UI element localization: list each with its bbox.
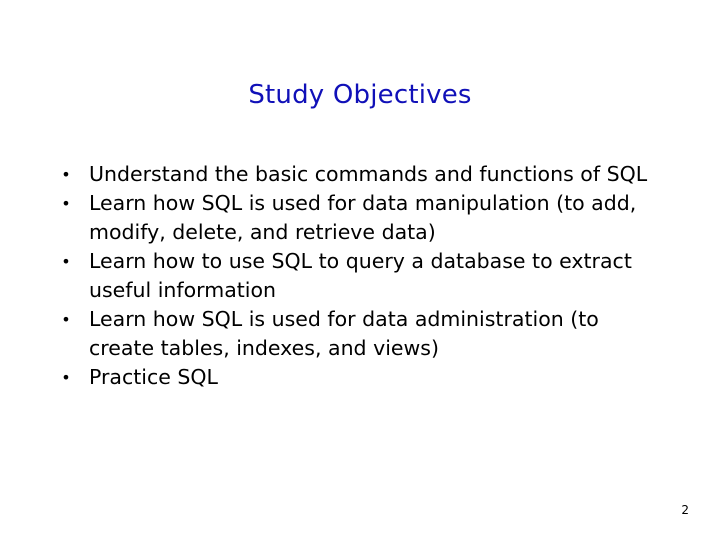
list-item: [60, 305, 660, 363]
bullet-icon: •: [61, 165, 71, 184]
bullet-icon: •: [61, 252, 71, 271]
page-number: 2: [681, 503, 689, 517]
slide-title: Study Objectives: [248, 80, 472, 110]
bullet-text: Learn how SQL is used for data manipulation (to add, modify, delete, and retrieve data): [89, 191, 637, 244]
list-item: [60, 247, 660, 305]
bullet-text: Learn how SQL is used for data administration (to create tables, indexes, and views): [89, 307, 599, 360]
list-item: [60, 363, 660, 392]
objectives-list: [60, 160, 660, 392]
bullet-icon: •: [61, 194, 71, 213]
bullet-icon: •: [61, 368, 71, 387]
bullet-text: Practice SQL: [89, 365, 218, 389]
list-item: [60, 160, 660, 189]
bullet-icon: •: [61, 310, 71, 329]
bullet-text: Learn how to use SQL to query a database to extract useful information: [89, 249, 632, 302]
bullet-text: Understand the basic commands and functions of SQL: [89, 162, 648, 186]
list-item: [60, 189, 660, 247]
